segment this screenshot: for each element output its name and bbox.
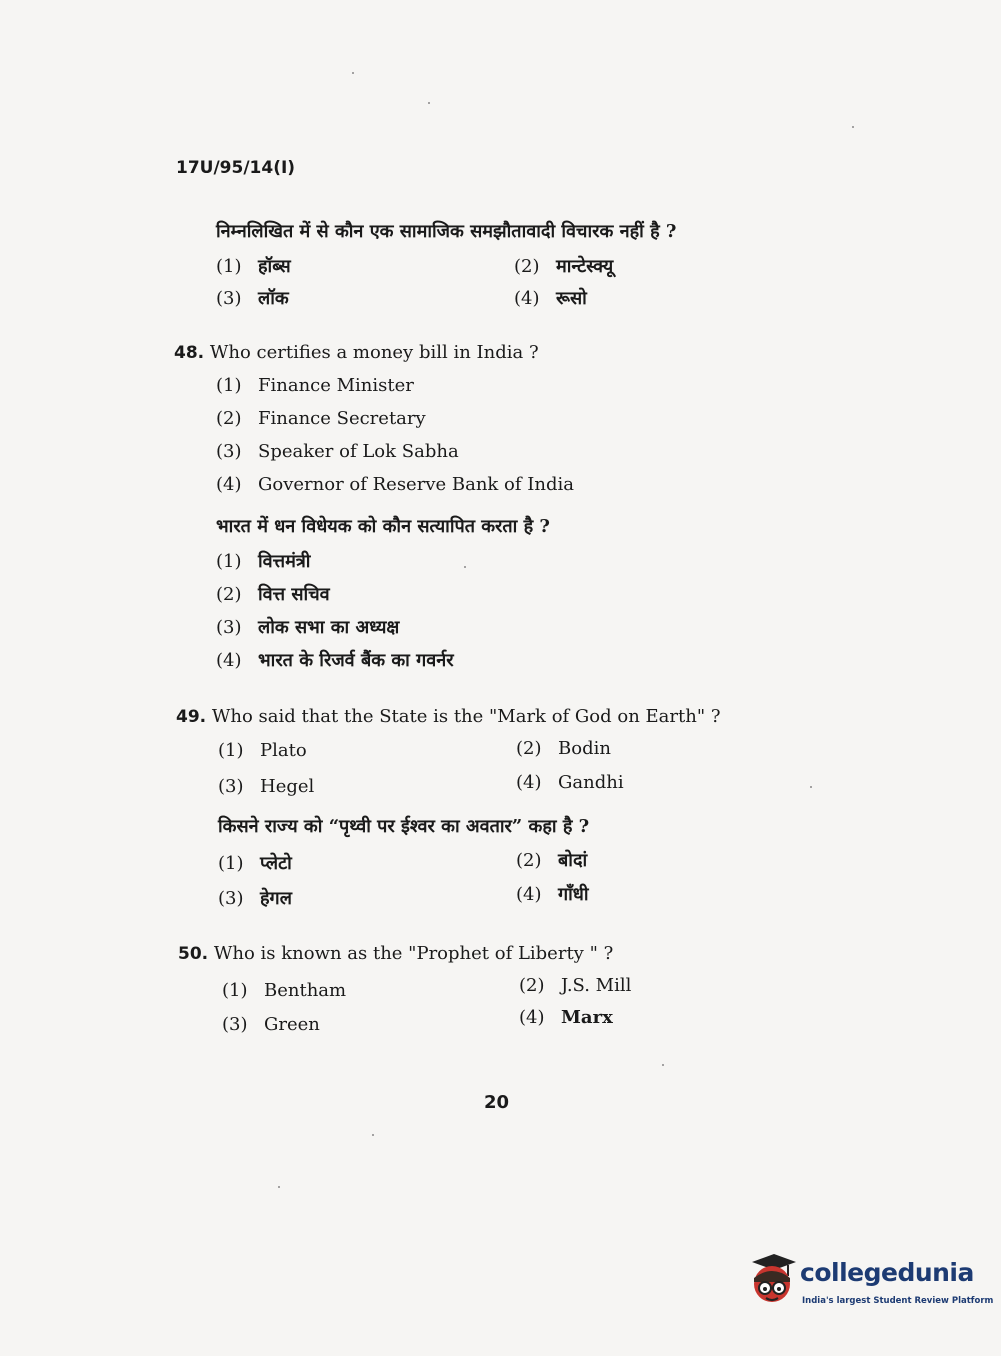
logo-brand-text: collegedunia: [800, 1258, 974, 1287]
q49-option-3: [218, 776, 314, 797]
question-text: Who is known as the "Prophet of Liberty " ?: [213, 943, 614, 964]
question-number: 49.: [176, 707, 207, 727]
scan-speck: [810, 786, 812, 788]
option-text: बोदां: [558, 850, 588, 871]
option-number: (1): [216, 551, 242, 572]
q49-option-4: [516, 772, 624, 793]
q49-hi-option-3: [218, 886, 292, 910]
option-text: वित्तमंत्री: [258, 551, 311, 572]
collegedunia-logo[interactable]: [744, 1252, 994, 1322]
scan-speck: [662, 1064, 664, 1066]
q48-option-4: [216, 474, 574, 495]
q48-option-3: [216, 441, 459, 462]
q48-hindi-question: भारत में धन विधेयक को कौन सत्यापित करता है ?: [216, 516, 550, 537]
q48-hi-option-4: [216, 648, 454, 672]
question-number: 50.: [178, 944, 209, 964]
option-text: रूसो: [556, 288, 587, 309]
option-text: Gandhi: [558, 772, 624, 793]
option-number: (1): [222, 980, 248, 1001]
q48-hi-option-3: [216, 615, 399, 639]
option-number: (4): [516, 772, 542, 793]
option-text: लॉक: [258, 288, 289, 309]
q49-option-2: [516, 738, 611, 759]
scan-speck: [428, 102, 430, 104]
option-number: (2): [516, 738, 542, 759]
option-text: Finance Minister: [258, 375, 414, 396]
q48-hi-option-1: [216, 549, 310, 573]
option-text: Finance Secretary: [258, 408, 426, 429]
option-text: हेगल: [260, 888, 292, 909]
option-number: (3): [216, 441, 242, 462]
option-text: Bodin: [558, 738, 611, 759]
option-number: (2): [514, 256, 540, 277]
option-text: Marx: [561, 1007, 613, 1028]
logo-tagline: India's largest Student Review Platform: [802, 1296, 994, 1306]
option-text: वित्त सचिव: [258, 584, 330, 605]
q50-option-4: [519, 1007, 613, 1028]
option-number: (2): [519, 975, 545, 996]
q49-hi-option-4: [516, 882, 589, 906]
option-number: (4): [519, 1007, 545, 1028]
scan-speck: [372, 1134, 374, 1136]
q50-option-1: [222, 980, 346, 1001]
scan-speck: [278, 1186, 280, 1188]
option-number: (2): [516, 850, 542, 871]
option-text: भारत के रिजर्व बैंक का गवर्नर: [258, 650, 454, 671]
option-text: गाँधी: [558, 884, 589, 905]
scan-speck: [852, 126, 854, 128]
option-text: J.S. Mill: [561, 975, 632, 996]
q48-option-1: [216, 375, 414, 396]
q47-hi-option-4: [514, 286, 587, 310]
option-number: (1): [216, 375, 242, 396]
option-number: (3): [216, 617, 242, 638]
option-text: Hegel: [260, 776, 315, 797]
option-text: Speaker of Lok Sabha: [258, 441, 459, 462]
q49-question: [176, 706, 720, 727]
q50-option-3: [222, 1014, 320, 1035]
q47-hi-option-1: [216, 254, 291, 278]
option-text: लोक सभा का अध्यक्ष: [258, 617, 400, 638]
option-number: (4): [216, 474, 242, 495]
option-number: (2): [216, 584, 242, 605]
option-number: (4): [216, 650, 242, 671]
q47-hindi-question: निम्नलिखित में से कौन एक सामाजिक समझौतावादी विचारक नहीं है ?: [216, 221, 677, 242]
option-number: (4): [516, 884, 542, 905]
q47-hi-option-3: [216, 286, 289, 310]
q48-question: [174, 342, 539, 363]
scan-speck: [352, 72, 354, 74]
question-text: Who certifies a money bill in India ?: [209, 342, 539, 363]
paper-code: 17U/95/14(I): [176, 158, 296, 178]
question-text: Who said that the State is the "Mark of God on Earth" ?: [211, 706, 721, 727]
option-number: (3): [216, 288, 242, 309]
option-text: प्लेटो: [260, 853, 292, 874]
mascot-icon: [744, 1252, 802, 1312]
option-text: हॉब्स: [258, 256, 291, 277]
option-number: (1): [216, 256, 242, 277]
option-text: Plato: [260, 740, 307, 761]
scan-speck: [464, 566, 466, 568]
option-number: (4): [514, 288, 540, 309]
q49-hi-option-1: [218, 851, 292, 875]
option-number: (3): [218, 888, 244, 909]
option-number: (3): [222, 1014, 248, 1035]
page-number: 20: [484, 1092, 510, 1113]
option-number: (2): [216, 408, 242, 429]
q48-hi-option-2: [216, 582, 330, 606]
question-number: 48.: [174, 343, 205, 363]
option-number: (3): [218, 776, 244, 797]
option-text: मान्टेस्क्यू: [556, 256, 614, 277]
option-number: (1): [218, 740, 244, 761]
q47-hi-option-2: [514, 254, 613, 278]
q49-hindi-question: किसने राज्य को “पृथ्वी पर ईश्वर का अवतार” कहा है ?: [218, 816, 590, 837]
option-number: (1): [218, 853, 244, 874]
q50-option-2: [519, 975, 631, 996]
q49-hi-option-2: [516, 848, 587, 872]
q48-option-2: [216, 408, 426, 429]
q49-option-1: [218, 740, 307, 761]
option-text: Governor of Reserve Bank of India: [258, 474, 574, 495]
option-text: Green: [264, 1014, 320, 1035]
q50-question: [178, 943, 613, 964]
option-text: Bentham: [264, 980, 347, 1001]
